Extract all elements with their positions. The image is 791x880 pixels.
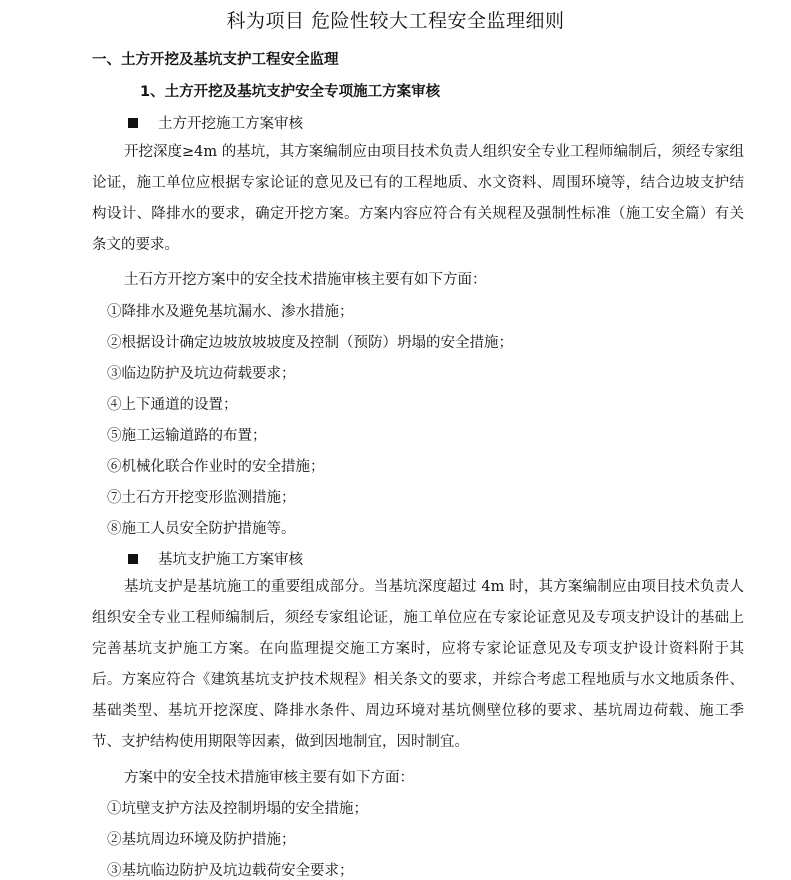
list-item: ①降排水及避免基坑漏水、渗水措施； [107, 304, 354, 320]
list-item: ⑦土石方开挖变形监测措施； [107, 490, 296, 506]
list-item: ⑥机械化联合作业时的安全措施； [107, 459, 325, 475]
list-item: ⑧施工人员安全防护措施等。 [107, 521, 296, 537]
list-item: ⑤施工运输道路的布置； [107, 428, 267, 444]
paragraph-excavation: 开挖深度≥4m 的基坑，其方案编制应由项目技术负责人组织安全专业工程师编制后，须经专家组论证，施工单位应根据专家论证的意见及已有的工程地质、水文资料、周围环境等，结合边坡支护结构设计、降排水的要求，确定开挖方案。方案内容应符合有关规程及强制性标准（施工安全篇）有关条文的要求。 [92, 144, 744, 253]
square-bullet-icon [128, 554, 138, 564]
block-heading-text: 土方开挖施工方案审核 [158, 116, 303, 132]
subsection-heading: 1、土方开挖及基坑支护安全专项施工方案审核 [140, 84, 441, 100]
document-title: 科为项目 危险性较大工程安全监理细则 [226, 10, 565, 32]
intro-excavation: 土石方开挖方案中的安全技术措施审核主要有如下方面： [124, 272, 487, 288]
section-heading: 一、土方开挖及基坑支护工程安全监理 [92, 52, 339, 68]
list-item: ③临边防护及坑边荷载要求； [107, 366, 296, 382]
intro-support: 方案中的安全技术措施审核主要有如下方面： [124, 770, 414, 786]
block-heading-text: 基坑支护施工方案审核 [158, 552, 303, 568]
list-item: ②基坑周边环境及防护措施； [107, 832, 296, 848]
square-bullet-icon [128, 118, 138, 128]
list-item: ②根据设计确定边坡放坡坡度及控制（预防）坍塌的安全措施； [107, 335, 513, 351]
paragraph-support: 基坑支护是基坑施工的重要组成部分。当基坑深度超过 4m 时，其方案编制应由项目技术负责人组织安全专业工程师编制后，须经专家组论证，施工单位应在专家论证意见及专项支护设计的基础上完善基坑支护施工方案。在向监理提交施工方案时，应将专家论证意见及专项支护设计资料附于其后。方案应符合《建筑基坑支护技术规程》相关条文的要求，并综合考虑工程地质与水文地质条件、基础类型、基坑开挖深度、降排水条件、周边环境对基坑侧壁位移的要求、基坑周边荷载、施工季节、支护结构使用期限等因素，做到因地制宜，因时制宜。 [92, 579, 744, 750]
list-item: ①坑壁支护方法及控制坍塌的安全措施； [107, 801, 368, 817]
block-heading-excavation [128, 112, 303, 133]
list-item: ④上下通道的设置； [107, 397, 238, 413]
block-heading-support [128, 548, 303, 569]
list-item: ③基坑临边防护及坑边载荷安全要求； [107, 863, 354, 879]
